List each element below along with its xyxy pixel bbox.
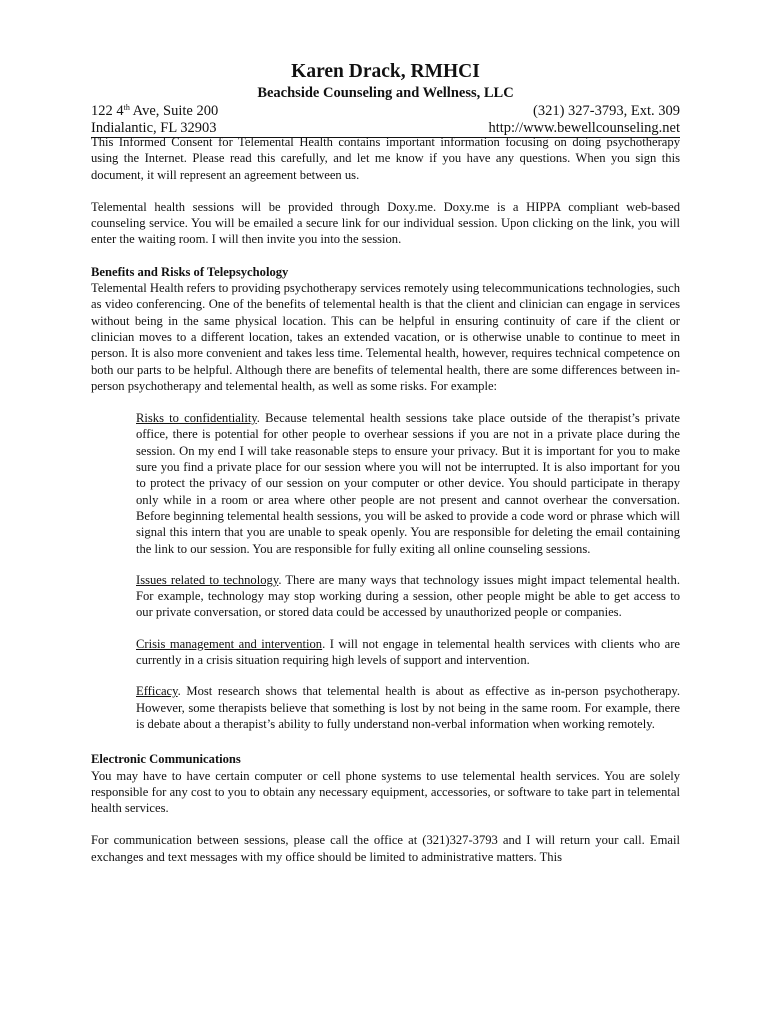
risk-text: . I will not engage in telemental health services with clients who are currently in a crisis situation requiring high levels of support and intervention.	[136, 636, 681, 668]
website-link[interactable]: http://www.bewellcounseling.net	[488, 120, 680, 136]
doxy-paragraph: Telemental health sessions will be provided through Doxy.me. Doxy.me is a HIPPA compliant web-based counseling service. You will be emailed a secure link for our individual session. Upon clicking on the link, you will enter the waiting room. I will then invite you into the session.	[91, 199, 680, 247]
address-ordinal: th	[123, 103, 130, 112]
contact-row-1	[91, 102, 680, 120]
risk-item-technology	[136, 572, 680, 621]
risk-title: Risks to confidentiality	[136, 411, 257, 426]
risk-text: . Most research shows that telemental health is about as effective as in-person psychotherapy. However, some therapists believe that something is lost by not being in the same room. For example, there is debate about a therapist’s ability to fully understand non-verbal information when working remotely.	[136, 684, 680, 731]
risk-title: Issues related to technology	[136, 572, 279, 587]
address-number: 122 4	[91, 103, 124, 119]
letterhead	[91, 60, 680, 138]
intro-paragraph: This Informed Consent for Telemental Health contains important information focusing on doing psychotherapy using the Internet. Please read this carefully, and let me know if you have any questions. When you sign this document, it will represent an agreement between us.	[91, 135, 680, 182]
electronic-heading: Electronic Communications	[91, 752, 241, 767]
city-address: Indialantic, FL 32903	[91, 120, 217, 136]
risk-item-efficacy	[136, 683, 680, 732]
risk-item-crisis	[136, 636, 680, 669]
phone-number: (321) 327-3793, Ext. 309	[533, 103, 680, 119]
risk-title: Crisis management and intervention	[136, 636, 323, 651]
risk-text: . There are many ways that technology issues might impact telemental health. For example, technology may stop working during a session, other people might be able to get access to our private conversation, or stored data could be accessed by unauthorized people or companies.	[136, 572, 680, 620]
document-body	[91, 134, 680, 865]
practice-name: Beachside Counseling and Wellness, LLC	[257, 85, 514, 101]
benefits-heading: Benefits and Risks of Telepsychology	[91, 264, 289, 279]
risk-item-confidentiality	[136, 410, 680, 557]
benefits-paragraph: Telemental Health refers to providing psychotherapy services remotely using telecommunications technologies, such as video conferencing. One of the benefits of telemental health is that the client and clinician can engage in services without being in the same physical location. This can be helpful in ensuring continuity of care if the client or clinician moves to a different location, takes an extended vacation, or is otherwise unable to continue to meet in person. It is also more convenient and takes less time. Telemental health, however, requires technical competence on both our parts to be helpful. Although there are benefits of telemental health, there are some differences between in-person psychotherapy and telemental health, as well as some risks. For example:	[91, 281, 680, 393]
therapist-name: Karen Drack, RMHCI	[291, 61, 480, 82]
address-street: Ave, Suite 200	[129, 103, 219, 119]
communication-paragraph: For communication between sessions, please call the office at (321)327-3793 and I will return your call. Email exchanges and text messages with my office should be limited to administrative matters. This	[91, 833, 680, 864]
risk-title: Efficacy	[136, 684, 178, 699]
street-address	[91, 102, 218, 120]
electronic-paragraph: You may have to have certain computer or cell phone systems to use telemental health services. You are solely responsible for any cost to you to obtain any necessary equipment, accessories, or software to take part in telemental health services.	[91, 768, 680, 816]
risk-text: . Because telemental health sessions take place outside of the therapist’s private office, there is potential for other people to overhear sessions if you are not in a private place during the session. On my end I will take reasonable steps to ensure your privacy. But it is important for you to make sure you find a private place for our session where you will not be interrupted. It is also important for you to protect the privacy of our session on your computer or other device. You should participate in therapy only while in a room or area where other people are not present and cannot overhear the conversation. Before beginning telemental health sessions, you will be asked to provide a code word or phrase which will signal this intern that you are unable to speak openly. You are responsible for deleting the email containing the link to our session. You are responsible for fully exiting all online counseling sessions.	[136, 411, 680, 556]
